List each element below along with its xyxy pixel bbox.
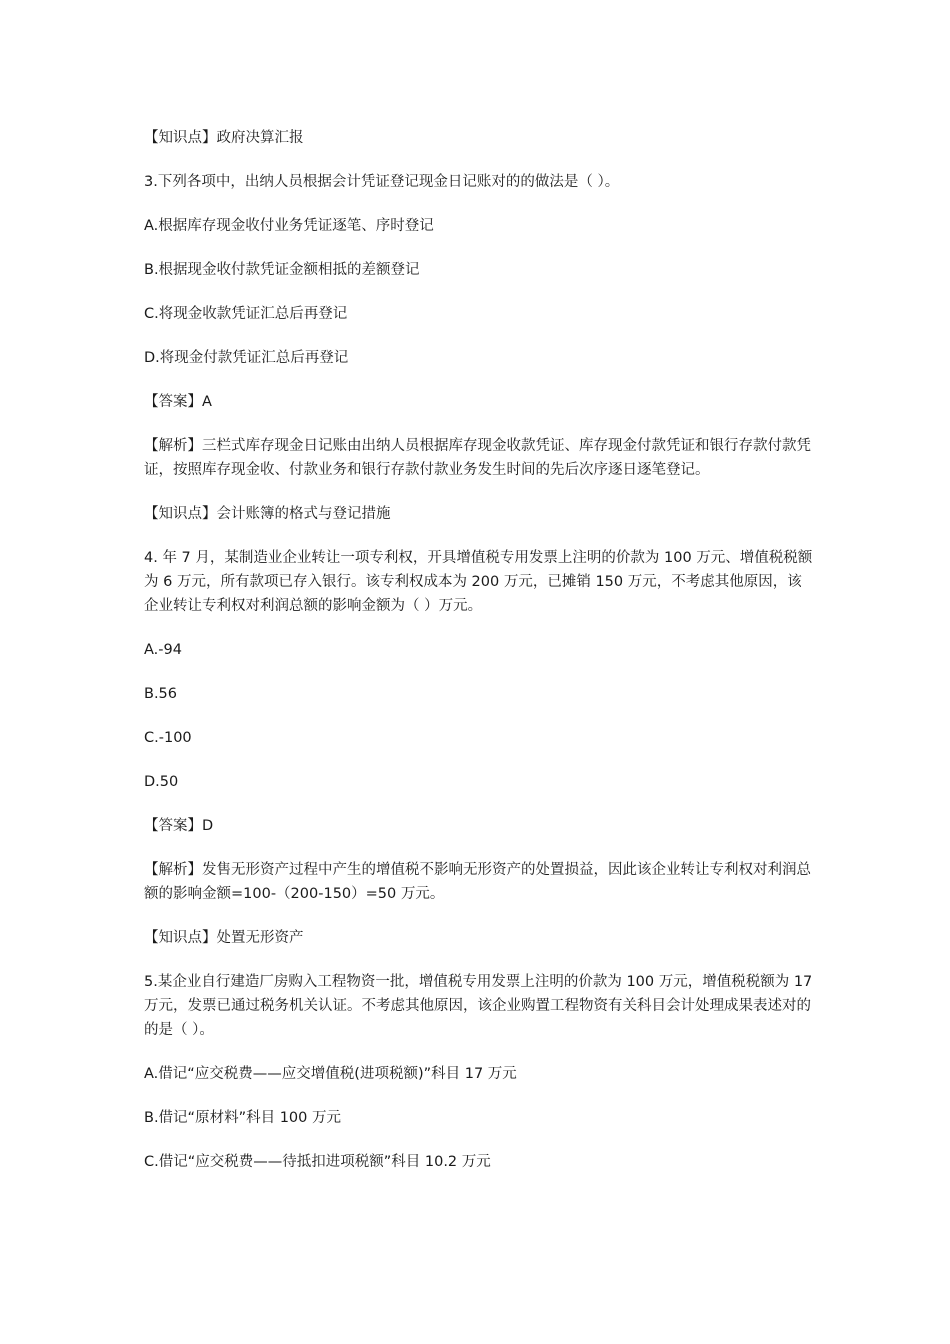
question-4-option-d: D.50 [144, 774, 179, 790]
document-body [144, 126, 817, 1194]
question-3-analysis: 【解析】三栏式库存现金日记账由出纳人员根据库存现金收款凭证、库存现金付款凭证和银行存款付款凭证，按照库存现金收、付款业务和银行存款付款业务发生时间的先后次序逐日逐笔登记。 [144, 438, 811, 478]
question-5-option-b: B.借记“原材料”科目 100 万元 [144, 1110, 341, 1126]
knowledge-point-heading: 【知识点】政府决算汇报 [144, 130, 304, 146]
question-3-option-d: D.将现金付款凭证汇总后再登记 [144, 350, 349, 366]
question-4-stem: 4. 年 7 月，某制造业企业转让一项专利权，开具增值税专用发票上注明的价款为 100 万元、增值税税额为 6 万元，所有款项已存入银行。该专利权成本为 200 万元，已摊销 150 万元，不考虑其他原因，该企业转让专利权对利润总额的影响金额为（ ）万元。 [144, 550, 813, 614]
question-3-stem: 3.下列各项中，出纳人员根据会计凭证登记现金日记账对的的做法是（ ）。 [144, 174, 620, 190]
question-5-option-c: C.借记“应交税费——待抵扣进项税额”科目 10.2 万元 [144, 1154, 491, 1170]
question-4-answer: 【答案】D [144, 818, 214, 834]
question-3-answer: 【答案】A [144, 394, 212, 410]
question-5-stem: 5.某企业自行建造厂房购入工程物资一批，增值税专用发票上注明的价款为 100 万元，增值税税额为 17 万元，发票已通过税务机关认证。不考虑其他原因，该企业购置工程物资有关科目会计处理成果表述对的的是（ ）。 [144, 974, 817, 1038]
question-4-knowledge-point: 【知识点】处置无形资产 [144, 930, 304, 946]
question-4-option-a: A.-94 [144, 642, 182, 658]
question-4-option-b: B.56 [144, 686, 178, 702]
question-3-knowledge-point: 【知识点】会计账簿的格式与登记措施 [144, 506, 391, 522]
question-3-option-a: A.根据库存现金收付业务凭证逐笔、序时登记 [144, 218, 434, 234]
question-4-option-c: C.-100 [144, 730, 192, 746]
question-3-option-b: B.根据现金收付款凭证金额相抵的差额登记 [144, 262, 420, 278]
question-4-analysis: 【解析】发售无形资产过程中产生的增值税不影响无形资产的处置损益，因此该企业转让专利权对利润总额的影响金额=100-（200-150）=50 万元。 [144, 862, 811, 902]
question-5-option-a: A.借记“应交税费——应交增值税(进项税额)”科目 17 万元 [144, 1066, 517, 1082]
question-3-option-c: C.将现金收款凭证汇总后再登记 [144, 306, 348, 322]
